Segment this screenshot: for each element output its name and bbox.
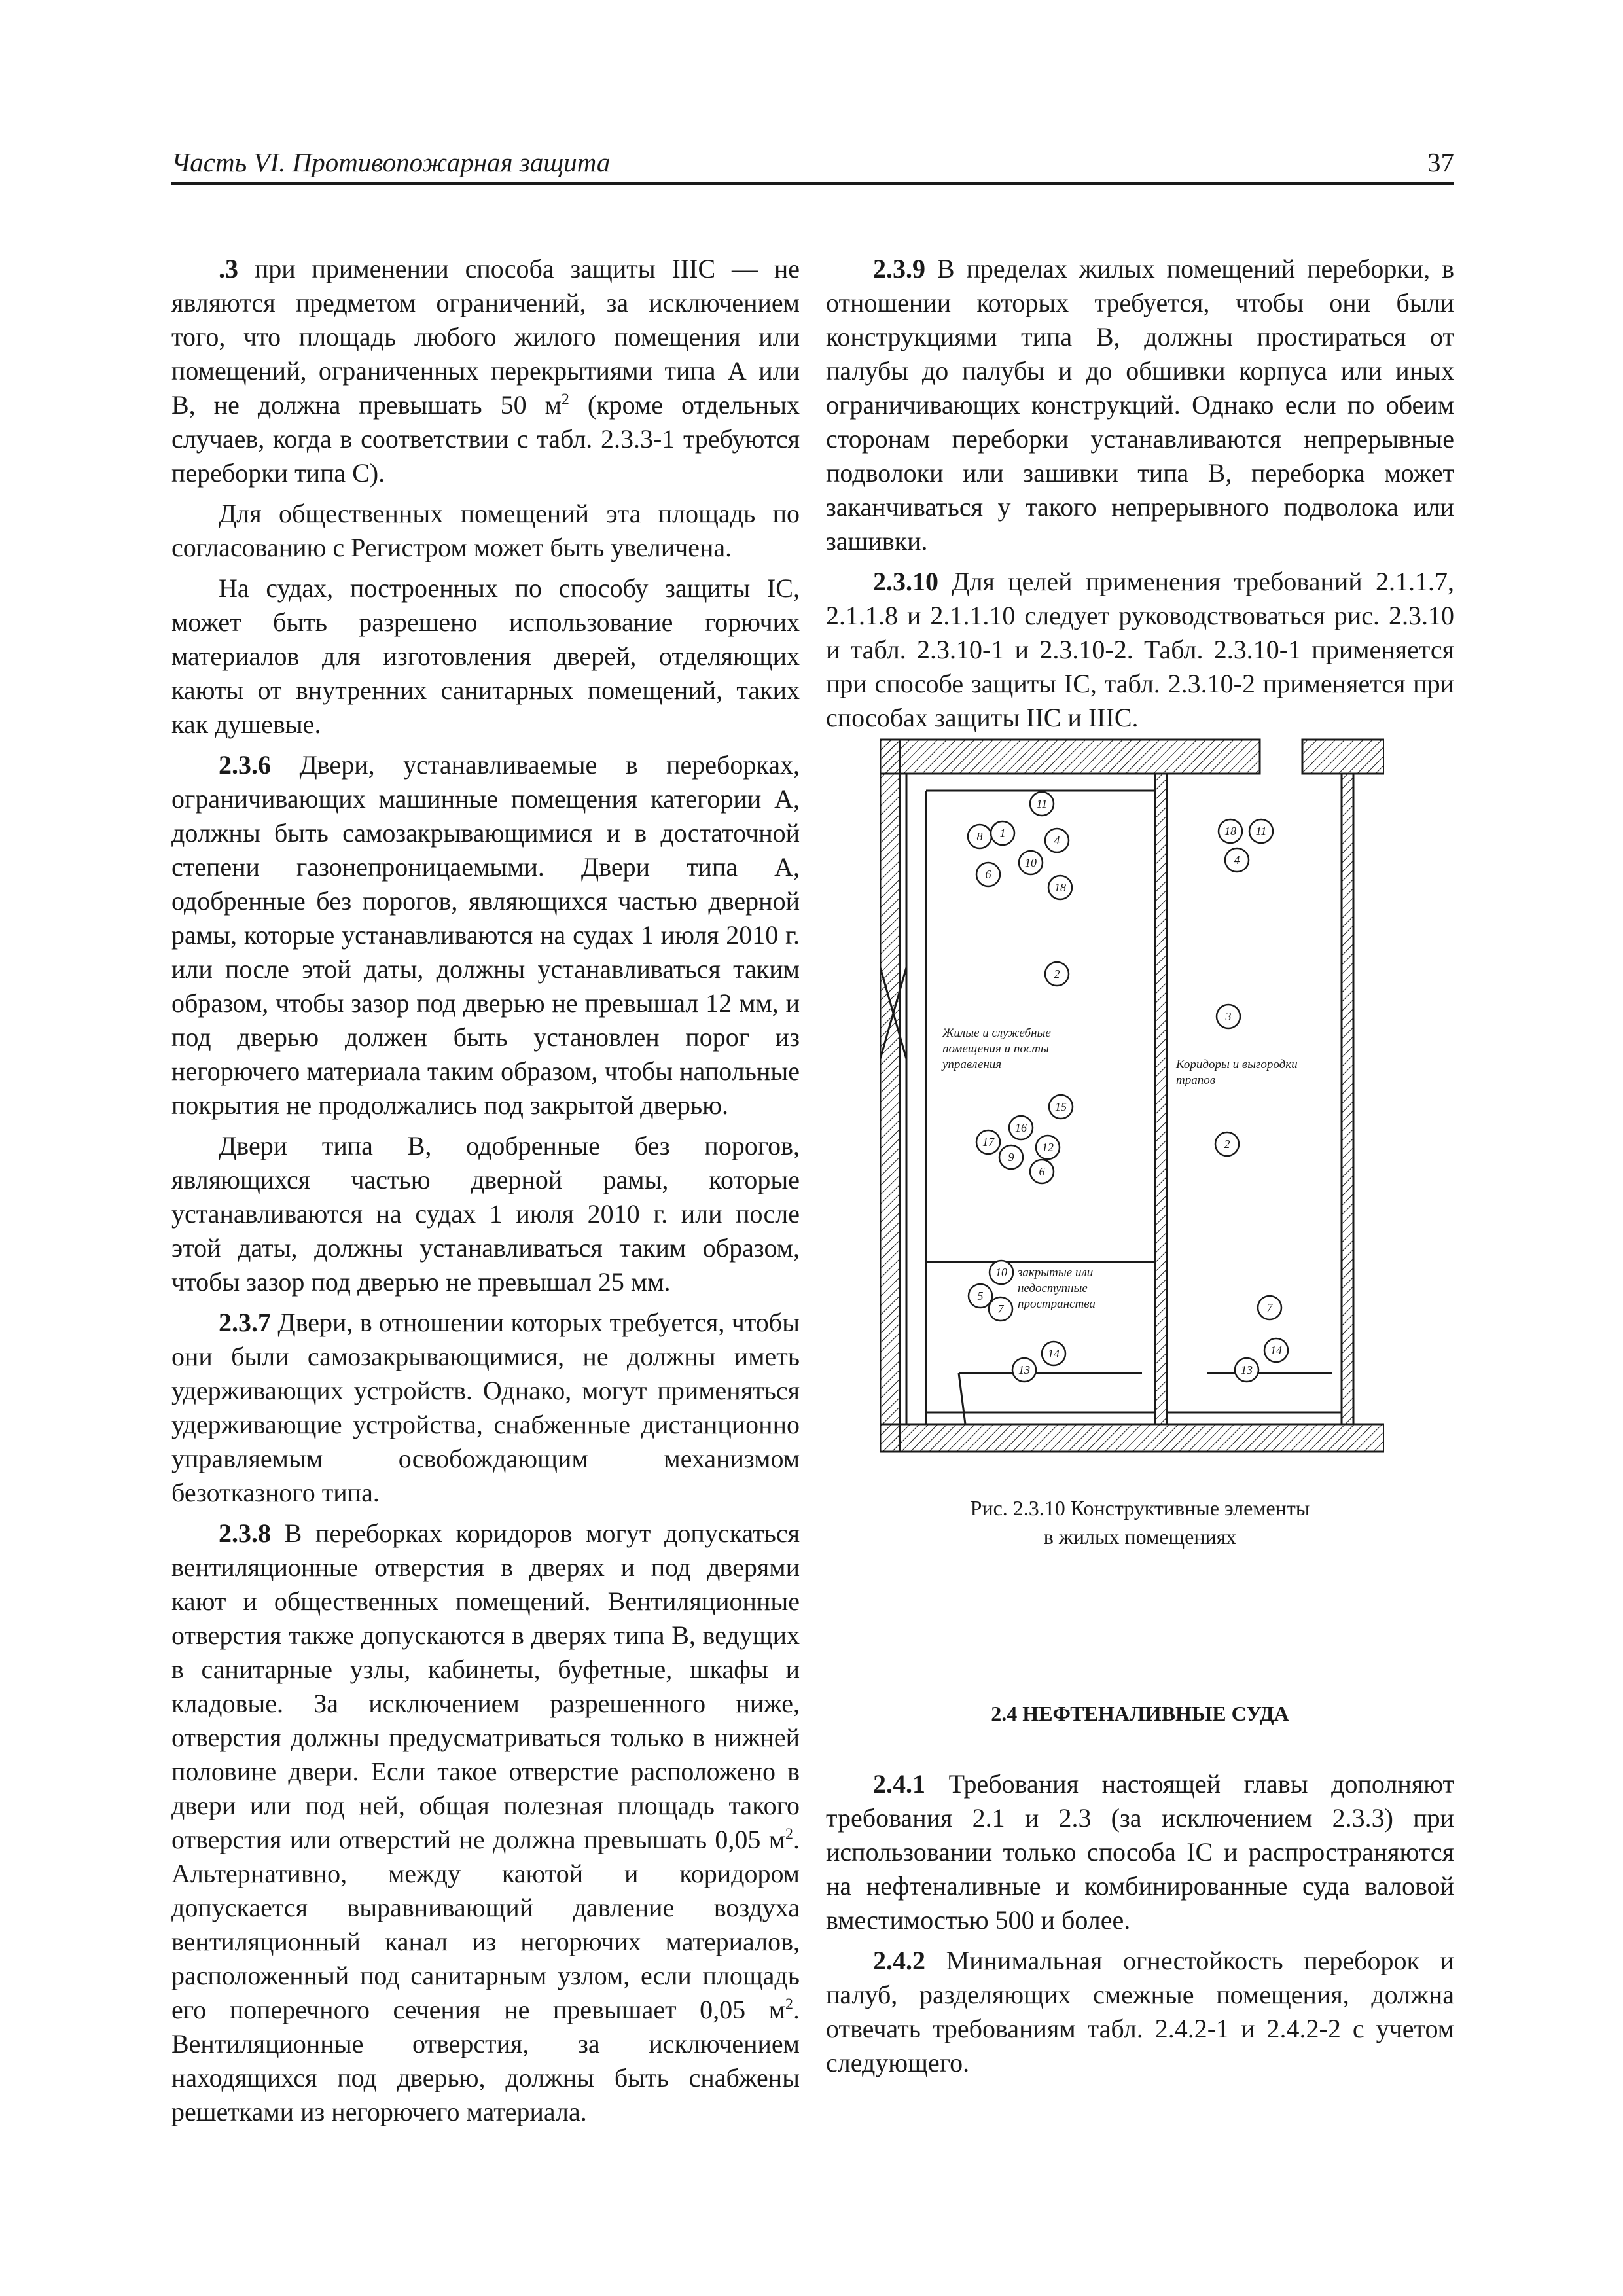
right-column: [826, 252, 1454, 742]
callout-number: 7: [1266, 1301, 1273, 1314]
paragraph-number: 2.3.8: [219, 1518, 271, 1548]
callout-number: 17: [982, 1136, 994, 1149]
bottom-deck: [880, 1424, 1384, 1452]
header-rule: [171, 182, 1454, 185]
callout-number: 2: [1054, 967, 1060, 980]
callout-number: 14: [1048, 1347, 1060, 1360]
callout-number: 11: [1255, 825, 1267, 838]
section-body: [826, 1767, 1454, 2087]
paragraph-number: 2.4.2: [873, 1946, 925, 1975]
left-column: [171, 252, 800, 2136]
paragraph-number: .3: [219, 254, 238, 283]
callout-number: 8: [976, 830, 983, 843]
top-deck-right: [1302, 740, 1384, 774]
caption-line: в жилых помещениях: [1043, 1525, 1237, 1549]
bulkhead-left: [1155, 774, 1167, 1424]
callout-number: 12: [1042, 1141, 1054, 1154]
paragraph: [826, 252, 1454, 558]
callout-number: 15: [1055, 1100, 1067, 1113]
hull-side: [880, 740, 900, 1452]
paragraph: На судах, построенных по способу защиты IC, может быть разрешено использование горючих материалов для изготовления дверей, отделяющих каюты от внутренних санитарных помещений, таких как душевые.: [171, 573, 800, 739]
callout-number: 11: [1036, 797, 1048, 810]
paragraph: [171, 1516, 800, 2129]
superscript: 2: [785, 1996, 793, 2013]
header-title: Часть VI. Противопожарная защита: [171, 147, 611, 177]
paragraph-text: Двери, устанавливаемые в переборках, ограничивающих машинные помещения категории А, должны быть самозакрывающимися и в достаточной степени газонепроницаемыми. Двери типа А, одобренные без порогов, являющихся частью дверной рамы, которые устанавливаются на судах 1 июля 2010 г. или после этой даты, должны устанавливаться таким образом, чтобы зазор под дверью не превышал 12 мм, и под дверью должен быть установлен порог из негорючего материала таким образом, чтобы напольные покрытия не продолжались под закрытой дверью.: [171, 750, 800, 1120]
label-closed-spaces: пространства: [1018, 1297, 1096, 1311]
paragraph: [826, 1767, 1454, 1937]
label-corridors: Коридоры и выгородки: [1176, 1058, 1298, 1071]
figure-2-3-10: [880, 732, 1384, 1467]
superscript: 2: [561, 391, 569, 408]
running-header: [171, 145, 1454, 179]
label-corridors: трапов: [1176, 1073, 1215, 1087]
bulkhead-right: [1342, 774, 1353, 1424]
paragraph: [171, 1306, 800, 1510]
figure-caption: [826, 1494, 1454, 1551]
paragraph: [826, 565, 1454, 735]
paragraph-text: . Вентиляционные отверстия, за исключением находящихся под дверью, должны быть снабжены решетками из негорючего материала.: [171, 1995, 800, 2126]
label-closed-spaces: недоступные: [1018, 1282, 1088, 1295]
page-number: 37: [1427, 147, 1454, 177]
structural-diagram: [880, 732, 1384, 1467]
paragraph: [826, 1944, 1454, 2080]
superscript: 2: [785, 1825, 793, 1843]
callout-number: 13: [1018, 1363, 1030, 1376]
callout-number: 9: [1008, 1151, 1014, 1164]
callout-number: 7: [997, 1302, 1004, 1316]
callout-number: 6: [1039, 1165, 1045, 1178]
callout-number: 10: [1025, 856, 1037, 869]
paragraph-text: Для целей применения требований 2.1.1.7, 2.1.1.8 и 2.1.1.10 следует руководствоваться рис. 2.3.10 и табл. 2.3.10-1 и 2.3.10-2. Табл. 2.3.10-1 применяется при способе защиты IC, табл. 2.3.10-2 применяется при способах защиты IIC и IIIC.: [826, 567, 1454, 732]
label-closed-spaces: закрытые или: [1018, 1266, 1094, 1280]
paragraph: [171, 748, 800, 1122]
paragraph-text: Двери, в отношении которых требуется, чтобы они были самозакрывающимися, не должны иметь удерживающих устройств. Однако, могут применяться удерживающие устройства, снабженные дистанционно управляемым освобождающим механизмом безотказного типа.: [171, 1308, 800, 1507]
callout-number: 6: [985, 868, 991, 881]
label-living-spaces: помещения и посты: [942, 1042, 1049, 1056]
label-living-spaces: Жилые и служебные: [942, 1026, 1051, 1040]
paragraph-text: Минимальная огнестойкость переборок и палуб, разделяющих смежные помещения, должна отвечать требованиям табл. 2.4.2-1 и 2.4.2-2 с учетом следующего.: [826, 1946, 1454, 2077]
paragraph-number: 2.3.10: [873, 567, 938, 596]
callout-number: 10: [995, 1266, 1007, 1279]
paragraph-number: 2.4.1: [873, 1769, 925, 1799]
top-deck: [880, 740, 1260, 774]
callout-number: 13: [1241, 1363, 1253, 1376]
callout-number: 4: [1054, 834, 1060, 847]
callout-number: 2: [1224, 1138, 1230, 1151]
paragraph-text: В пределах жилых помещений переборки, в отношении которых требуется, чтобы они были конструкциями типа В, должны простираться от палубы до палубы и до обшивки корпуса или иных ограничивающих конструкций. Однако если по обеим сторонам переборки устанавливаются непрерывные подволоки или зашивки типа В, переборка может заканчиваться у такого непрерывного подволока или зашивки.: [826, 254, 1454, 556]
callout-number: 3: [1225, 1010, 1232, 1023]
paragraph-text: (кроме отдельных случаев, когда в соответствии с табл. 2.3.3-1 требуются переборки типа С).: [171, 390, 800, 488]
caption-line: Рис. 2.3.10 Конструктивные элементы: [970, 1496, 1310, 1520]
callout-number: 16: [1015, 1121, 1027, 1134]
paragraph: Двери типа В, одобренные без порогов, являющихся частью дверной рамы, которые устанавливаются на судах 1 июля 2010 г. или после этой даты, должны устанавливаться таким образом, чтобы зазор под дверью не превышал 25 мм.: [171, 1131, 800, 1297]
callout-number: 4: [1234, 853, 1240, 867]
paragraph: [171, 252, 800, 490]
callout-number: 14: [1270, 1344, 1282, 1357]
section-title: 2.4 НЕФТЕНАЛИВНЫЕ СУДА: [991, 1702, 1289, 1725]
label-living-spaces: управления: [942, 1058, 1002, 1071]
paragraph-number: 2.3.6: [219, 750, 271, 780]
paragraph-text: Требования настоящей главы дополняют требования 2.1 и 2.3 (за исключением 2.3.3) при использовании только способа IC и распространяются на нефтеналивные и комбинированные суда валовой вместимостью 500 и более.: [826, 1769, 1454, 1935]
paragraph-number: 2.3.7: [219, 1308, 271, 1337]
paragraph-text: . Альтернативно, между каютой и коридором допускается выравнивающий давление воздуха вентиляционный канал из негорючих материалов, расположенный под санитарным узлом, если площадь его поперечного сечения не превышает 0,05 м: [171, 1825, 800, 2024]
callout-number: 5: [977, 1289, 984, 1302]
callout-number: 18: [1224, 825, 1236, 838]
paragraph-text: В переборках коридоров могут допускаться вентиляционные отверстия в дверях и под дверями кают и общественных помещений. Вентиляционные отверстия также допускаются в дверях типа В, ведущих в санитарные узлы, кабинеты, буфетные, шкафы и кладовые. За исключением разрешенного ниже, отверстия должны предусматриваться только в нижней половине двери. Если такое отверстие расположено в двери или под ней, общая полезная площадь такого отверстия или отверстий не должна превышать 0,05 м: [171, 1518, 800, 1854]
callout-number: 1: [999, 827, 1006, 840]
paragraph-text: при применении способа защиты IIIC — не являются предметом ограничений, за исключением того, что площадь любого жилого помещения или помещений, ограниченных перекрытиями типа А или В, не должна превышать 50 м: [171, 254, 800, 420]
paragraph-number: 2.3.9: [873, 254, 925, 283]
paragraph: Для общественных помещений эта площадь по согласованию с Регистром может быть увеличена.: [171, 499, 800, 562]
callout-number: 18: [1054, 881, 1066, 894]
floor-slope: [959, 1373, 965, 1424]
